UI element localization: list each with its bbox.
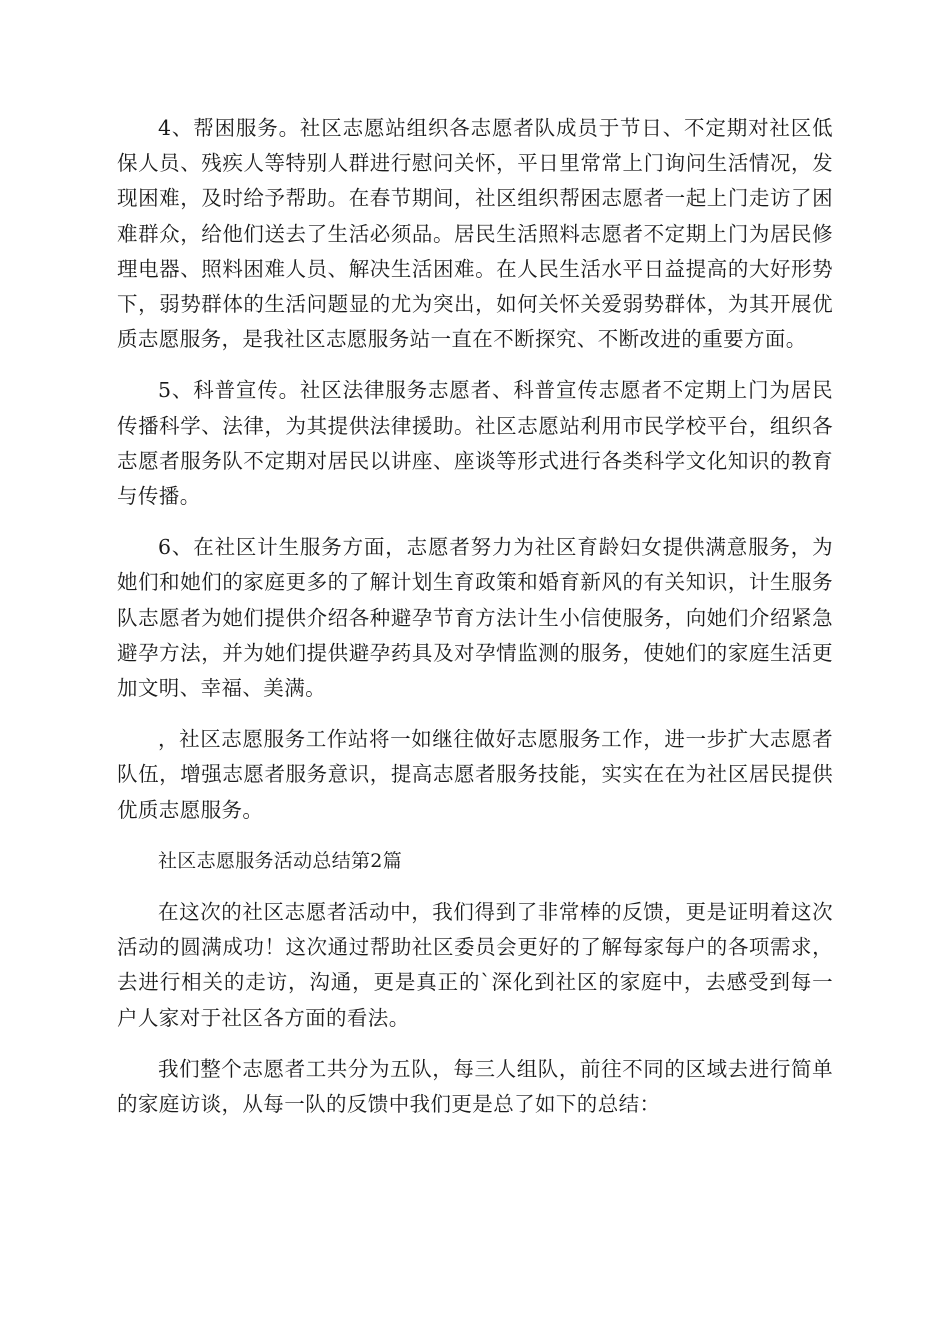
section-heading: 社区志愿服务活动总结第2篇 bbox=[158, 849, 402, 872]
paragraph-help-service: 4、帮困服务。社区志愿站组织各志愿者队成员于节日、不定期对社区低保人员、残疾人等特别人群进行慰问关怀，平日里常常上门询问生活情况，发现困难，及时给予帮助。在春节期间，社区组织帮困志愿者一起上门走访了困难群众，给他们送去了生活必须品。居民生活照料志愿者不定期上门为居民修理电器、照料困难人员、解决生活困难。在人民生活水平日益提高的大好形势下，弱势群体的生活问题显的尤为突出，如何关怀关爱弱势群体，为其开展优质志愿服务，是我社区志愿服务站一直在不断探究、不断改进的重要方面。 bbox=[117, 116, 833, 352]
paragraph-activity-feedback: 在这次的社区志愿者活动中，我们得到了非常棒的反馈，更是证明着这次活动的圆满成功！这次通过帮助社区委员会更好的了解每家每户的各项需求，去进行相关的走访，沟通，更是真正的`深化到社区的家庭中，去感受到每一户人家对于社区各方面的看法。 bbox=[117, 900, 833, 1030]
paragraph-family-planning: 6、在社区计生服务方面，志愿者努力为社区育龄妇女提供满意服务，为她们和她们的家庭更多的了解计划生育政策和婚育新风的有关知识，计生服务队志愿者为她们提供介绍各种避孕节育方法计生小信使服务，向她们介绍紧急避孕方法，并为她们提供避孕药具及对孕情监测的服务，使她们的家庭生活更加文明、幸福、美满。 bbox=[117, 535, 833, 701]
paragraph-science-promotion: 5、科普宣传。社区法律服务志愿者、科普宣传志愿者不定期上门为居民传播科学、法律，为其提供法律援助。社区志愿站利用市民学校平台，组织各志愿者服务队不定期对居民以讲座、座谈等形式进行各类科学文化知识的教育与传播。 bbox=[117, 378, 833, 509]
paragraph-closing: ，社区志愿服务工作站将一如继往做好志愿服务工作，进一步扩大志愿者队伍，增强志愿者服务意识，提高志愿者服务技能，实实在在为社区居民提供优质志愿服务。 bbox=[117, 727, 833, 822]
paragraph-team-summary: 我们整个志愿者工共分为五队，每三人组队，前往不同的区域去进行简单的家庭访谈，从每一队的反馈中我们更是总了如下的总结： bbox=[117, 1056, 833, 1117]
